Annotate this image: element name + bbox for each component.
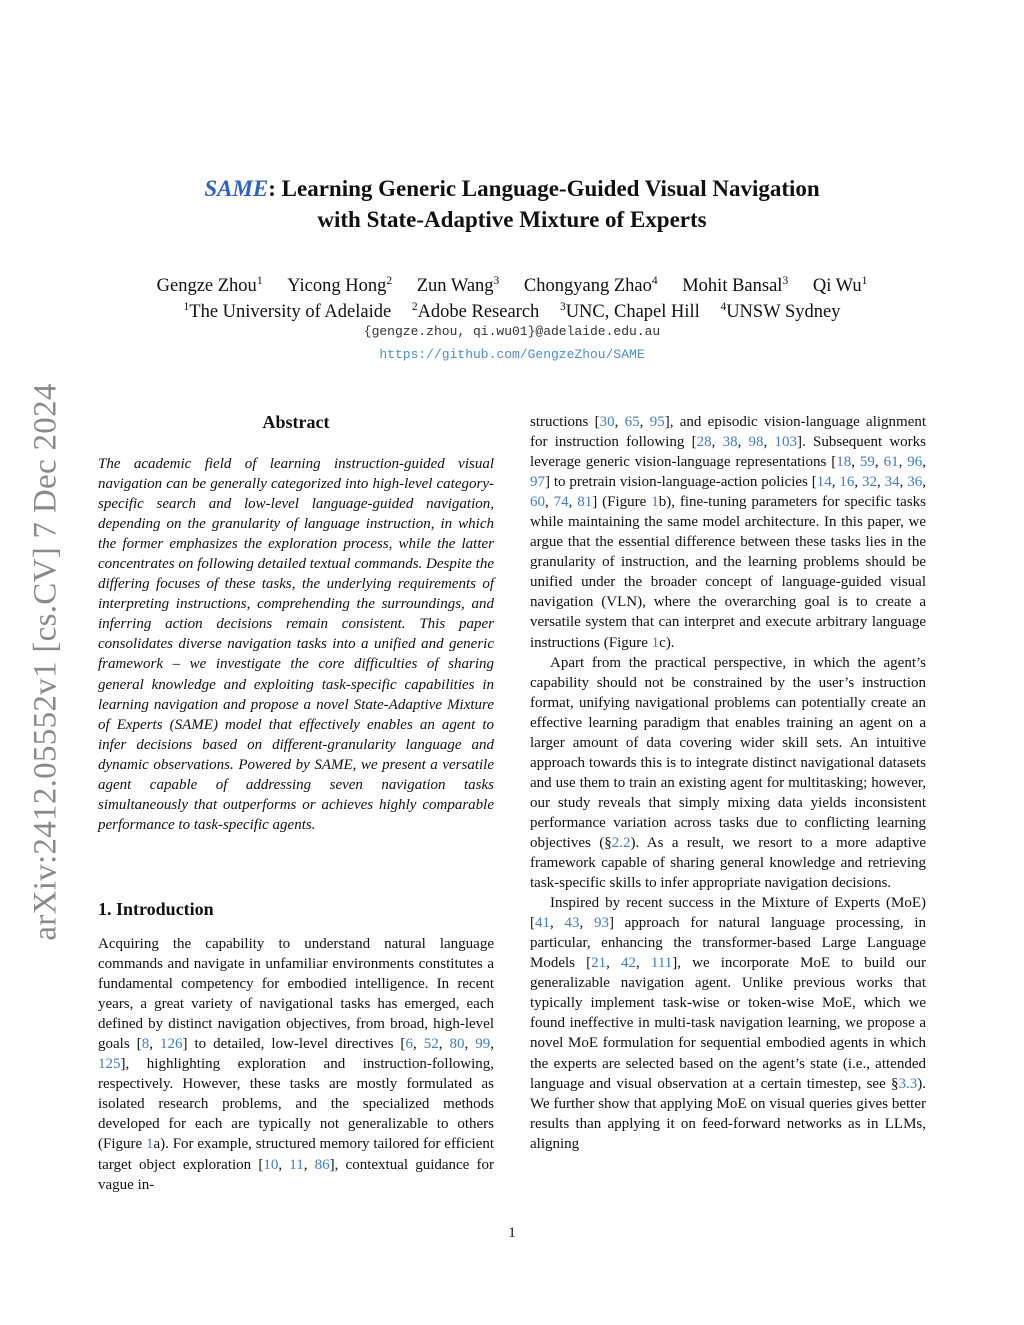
title-line1-rest: : Learning Generic Language-Guided Visual Navigation xyxy=(268,176,820,201)
affiliation: $^3$UNC, Chapel Hill xyxy=(559,301,700,323)
arxiv-stamp: arXiv:2412.05552v1 [cs.CV] 7 Dec 2024 xyxy=(27,383,64,941)
citation-link[interactable]: 8 xyxy=(141,1036,150,1053)
citation-link[interactable]: 81 xyxy=(577,494,593,511)
citation-link[interactable]: 59 xyxy=(859,454,875,471)
citation-link[interactable]: 103 xyxy=(774,434,798,451)
author: Yicong Hong$^2$ xyxy=(287,275,393,297)
body-paragraph: Apart from the practical perspective, in which the agent’s capability should not be constrained by the user’s instruction format, unifying navigational problems can potentially create an effective learning paradigm that enables training an agent on a larger amount of data covering wider skill sets. An intuitive approach towards this is to integrate distinct navigational datasets and use them to train an existing agent for multitasking; however, our study reveals that simply mixing data yields inconsistent performance variation across tasks due to conflicting learning objectives (§2.2). As a result, we resort to a more adaptive framework capable of sharing general knowledge and retrieving task-specific skills to infer appropriate navigation decisions. xyxy=(530,654,926,892)
author: Zun Wang$^3$ xyxy=(416,275,500,297)
citation-link[interactable]: 60 xyxy=(530,494,545,511)
citation-link[interactable]: 125 xyxy=(98,1056,121,1073)
citation-link[interactable]: 6 xyxy=(405,1036,413,1053)
body-paragraph: structions [30, 65, 95], and episodic vision-language alignment for instruction following [28, 38, 98, 103]. Subsequent works leverage generic vision-language representations [18, 59, 61, 96, 97] to pretrain vision-language-action policies [14, 16, 32, 34, 36, 60, 74, 81] (Figure 1b), fine-tuning parameters for specific tasks while maintaining the same model architecture. In this paper, we argue that the essential difference between these tasks lies in the granularity of instruction, and the learning problems should be unified under the broader concept of language-guided visual navigation (VLN), where the overarching goal is to create a versatile system that can interpret and execute arbitrary language instructions (Figure 1c). xyxy=(530,414,927,651)
affiliation: $^2$Adobe Research xyxy=(411,301,540,323)
page-number: 1 xyxy=(508,1225,516,1241)
title-line-2: with State-Adaptive Mixture of Experts xyxy=(317,207,707,232)
citation-link[interactable]: 52 xyxy=(423,1036,439,1053)
citation-link[interactable]: 95 xyxy=(649,414,665,430)
project-url-link[interactable]: https://github.com/GengzeZhou/SAME xyxy=(379,347,645,362)
section-ref-link[interactable]: 2.2 xyxy=(611,834,631,851)
author-email: {gengze.zhou, qi.wu01}@adelaide.edu.au xyxy=(363,324,661,339)
citation-link[interactable]: 126 xyxy=(159,1036,183,1053)
author: Gengze Zhou$^1$ xyxy=(156,275,263,297)
citation-link[interactable]: 11 xyxy=(289,1156,304,1173)
citation-link[interactable]: 14 xyxy=(816,474,832,491)
citation-link[interactable]: 28 xyxy=(696,434,712,451)
citation-link[interactable]: 38 xyxy=(722,434,738,451)
citation-link[interactable]: 32 xyxy=(862,474,878,491)
author: Qi Wu$^1$ xyxy=(812,275,868,297)
abstract-heading: Abstract xyxy=(262,412,330,432)
citation-link[interactable]: 99 xyxy=(475,1036,491,1053)
author: Chongyang Zhao$^4$ xyxy=(523,275,658,297)
citation-link[interactable]: 41 xyxy=(535,915,550,932)
citation-link[interactable]: 74 xyxy=(553,494,569,511)
intro-paragraph: Acquiring the capability to understand natural language commands and navigate in unfamiliar environments constitutes a fundamental competency for embodied intelligence. In recent years, a great variety of navigational tasks has emerged, each defined by distinct navigation objectives, from broad, high-level goals [8, 126] to detailed, low-level directives [6, 52, 80, 99, 125], highlighting exploration and instruction-following, respectively. However, these tasks are mostly formulated as isolated research problems, and the specialized methods developed for each are typically not generalizable to others (Figure 1a). For example, structured memory tailored for efficient target object exploration [10, 11, 86], contextual guidance for vague in- xyxy=(98,936,495,1193)
citation-link[interactable]: 86 xyxy=(314,1156,330,1173)
citation-link[interactable]: 16 xyxy=(839,474,855,491)
affiliation: $^4$UNSW Sydney xyxy=(720,301,841,323)
citation-link[interactable]: 36 xyxy=(907,474,923,491)
body-paragraph: Inspired by recent success in the Mixture of Experts (MoE) [41, 43, 93] approach for natural language processing, in particular, enhancing the transformer-based Large Language Models [21, 42, 111], we incorporate MoE to build our generalizable navigation agent. Unlike previous works that typically implement task-wise or token-wise MoE, which we found ineffective in multi-task navigation learning, we propose a novel MoE formulation for sequential embodied agents in which the experts are selected based on the agent’s state (i.e., attended language and visual observation at a certain timestep, see §3.3). We further show that applying MoE on visual queries gives better results than applying it on feed-forward networks as in LLMs, aligning xyxy=(530,895,927,1152)
figure-ref-link[interactable]: 1 xyxy=(145,1136,154,1153)
title-same[interactable]: SAME xyxy=(204,176,269,201)
figure-ref-link[interactable]: 1 xyxy=(651,494,659,511)
citation-link[interactable]: 10 xyxy=(263,1156,279,1173)
citation-link[interactable]: 42 xyxy=(621,955,636,972)
citation-link[interactable]: 34 xyxy=(884,474,900,491)
citation-link[interactable]: 80 xyxy=(449,1036,465,1053)
citation-link[interactable]: 21 xyxy=(591,955,607,972)
intro-heading: 1. Introduction xyxy=(98,899,214,919)
citation-link[interactable]: 30 xyxy=(599,414,615,430)
citation-link[interactable]: 98 xyxy=(748,434,764,451)
citation-link[interactable]: 93 xyxy=(593,915,609,932)
citation-link[interactable]: 111 xyxy=(650,955,673,972)
citation-link[interactable]: 65 xyxy=(624,414,640,430)
citation-link[interactable]: 18 xyxy=(836,454,852,471)
citation-link[interactable]: 61 xyxy=(883,454,899,471)
section-ref-link[interactable]: 3.3 xyxy=(898,1075,918,1092)
affiliation: $^1$The University of Adelaide xyxy=(183,301,392,323)
citation-link[interactable]: 43 xyxy=(564,915,580,932)
figure-ref-link[interactable]: 1 xyxy=(651,634,660,651)
abstract-text: The academic field of learning instruction-guided visual navigation can be generally categorized into high-level category-specific search and low-level language-guided navigation, depending on the granularity of language instruction, in which the former emphasizes the exploration process, while the latter concentrates on following detailed textual commands. Despite the differing focuses of these tasks, the underlying requirements of interpreting instructions, comprehending the surroundings, and inferring action decisions remain consistent. This paper consolidates diverse navigation tasks into a unified and generic framework – we investigate the core difficulties of sharing general knowledge and exploiting task-specific capabilities in learning navigation and propose a novel State-Adaptive Mixture of Experts (SAME) model that effectively enables an agent to infer decisions based on different-granularity language and dynamic observations. Powered by SAME, we present a versatile agent capable of addressing seven navigation tasks simultaneously that outperforms or achieves highly comparable performance to task-specific agents. xyxy=(98,456,494,833)
citation-link[interactable]: 97 xyxy=(530,474,545,491)
right-column xyxy=(530,412,926,1154)
citation-link[interactable]: 96 xyxy=(907,454,923,471)
author: Mohit Bansal$^3$ xyxy=(682,275,789,297)
